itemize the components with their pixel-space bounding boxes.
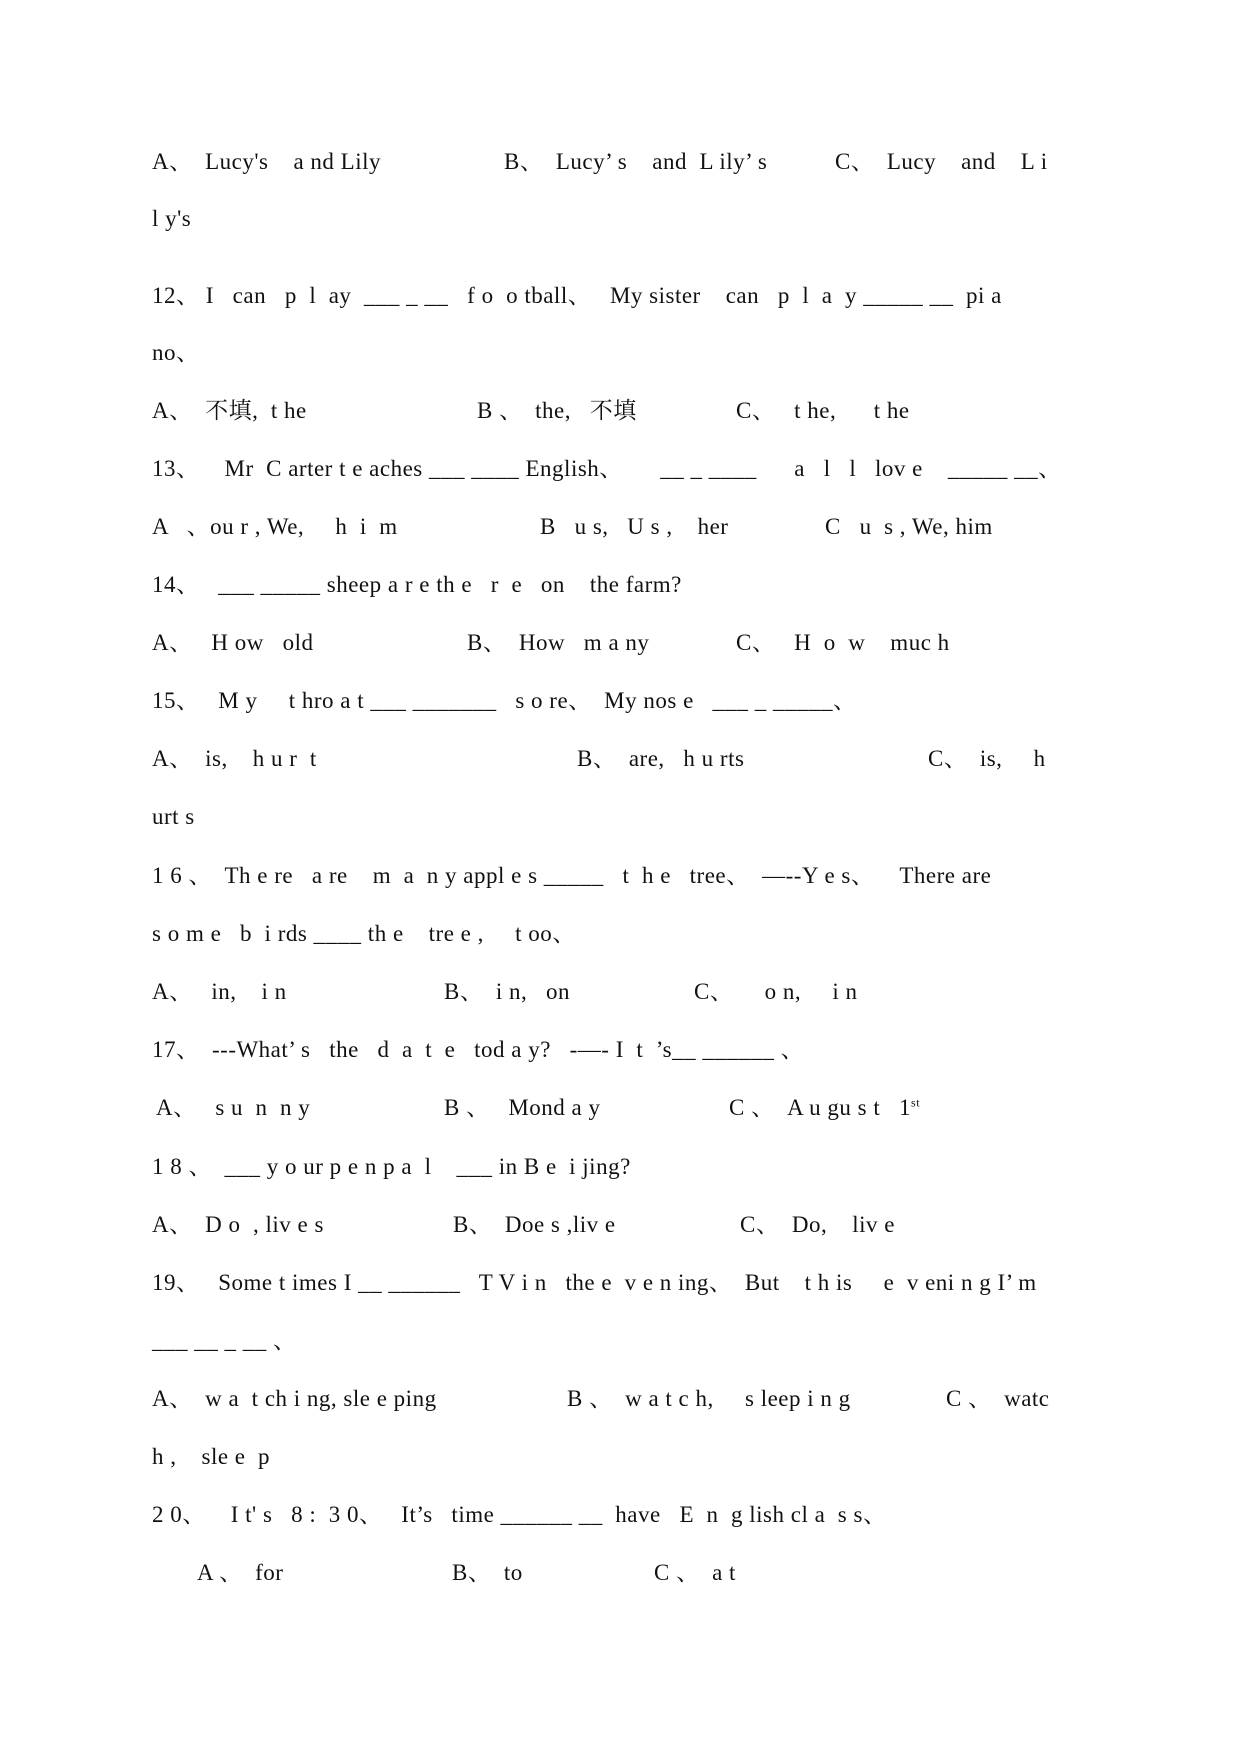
q17-option-c-superscript: st xyxy=(911,1095,921,1110)
q20-option-a: A 、 for xyxy=(197,1560,284,1585)
q12-question: 12、 I can p l ay ___ _ __ f o o tball、 My sister can p l a y _____ __ pi a xyxy=(152,283,1002,308)
q18-option-b: B、 Doe s ,liv e xyxy=(453,1212,616,1237)
q14-option-c: C、 H o w muc h xyxy=(736,630,950,655)
q12-option-b: B 、 the, 不填 xyxy=(477,398,637,423)
q15-question: 15、 M y t hro a t ___ _______ s o re、 My nos e ___ _ _____、 xyxy=(152,688,857,713)
q11-option-a: A、 Lucy's a nd Lily xyxy=(152,149,382,174)
q13-option-a: A 、ou r , We, h i m xyxy=(152,514,398,539)
q16-question-continued: s o m e b i rds ____ th e tre e , t oo、 xyxy=(152,921,576,946)
q13-question: 13、 Mr C arter t e aches ___ ____ English、 __ _ ____ a l l lov e _____ __、 xyxy=(152,456,1062,481)
q12-option-c: C、 t he, t he xyxy=(736,398,910,423)
q14-option-a: A、 H ow old xyxy=(152,630,314,655)
q20-question: 2 0、 I t' s 8 : 3 0、 It’s time ______ __ have E n g lish cl a s s、 xyxy=(152,1502,887,1527)
q18-question: 1 8 、 ___ y o ur p e n p a l ___ in B e i jing? xyxy=(152,1154,631,1179)
q14-question: 14、 ___ _____ sheep a r e th e r e on the farm? xyxy=(152,572,682,597)
q13-option-c: C u s , We, him xyxy=(825,514,993,539)
q15-option-b: B、 are, h u rts xyxy=(577,746,745,771)
q15-option-c: C、 is, h xyxy=(928,746,1046,771)
q18-option-c: C、 Do, liv e xyxy=(740,1212,895,1237)
q18-option-a: A、 D o , liv e s xyxy=(152,1212,324,1237)
q19-option-a: A、 w a t ch i ng, sle e ping xyxy=(152,1386,437,1411)
q11-option-b: B、 Lucy’ s and L ily’ s xyxy=(504,149,768,174)
q12-question-continued: no、 xyxy=(152,340,200,365)
q15-option-c-continued: urt s xyxy=(152,804,195,829)
q20-option-c: C 、 a t xyxy=(654,1560,736,1585)
q19-option-c: C 、 watc xyxy=(946,1386,1050,1411)
q19-question: 19、 Some t imes I __ ______ T V i n the e v e n ing、 But t h is e v eni n g I’ m xyxy=(152,1270,1037,1295)
q11-option-c: C、 Lucy and L i xyxy=(835,149,1048,174)
q16-option-c: C、 o n, i n xyxy=(694,979,858,1004)
q17-option-b: B 、 Mond a y xyxy=(444,1095,601,1120)
q16-question: 1 6 、 Th e re a re m a n y appl e s _____ t h e tree、 —--Y e s、 There are xyxy=(152,863,992,888)
q15-option-a: A、 is, h u r t xyxy=(152,746,317,771)
q20-option-b: B、 to xyxy=(452,1560,523,1585)
q16-option-b: B、 i n, on xyxy=(444,979,570,1004)
q12-option-a: A、 不填, t he xyxy=(152,398,307,423)
q16-option-a: A、 in, i n xyxy=(152,979,287,1004)
q17-option-a: A、 s u n n y xyxy=(156,1095,311,1120)
q17-option-c xyxy=(729,1094,920,1122)
q20-options xyxy=(152,1559,736,1699)
q13-option-b: B u s, U s , her xyxy=(540,514,729,539)
q19-option-b: B 、 w a t c h, s leep i n g xyxy=(567,1386,851,1411)
q14-option-b: B、 How m a ny xyxy=(467,630,650,655)
q11-option-c-continued: l y's xyxy=(152,206,192,231)
q17-question: 17、 ---What’ s the d a t e tod a y? -—- I t ’s__ ______ 、 xyxy=(152,1037,805,1062)
q19-option-c-continued: h , sle e p xyxy=(152,1444,271,1469)
q17-option-c-text: C 、 A u gu s t 1 xyxy=(729,1095,912,1120)
q19-question-continued: ___ __ _ __ 、 xyxy=(152,1328,297,1353)
